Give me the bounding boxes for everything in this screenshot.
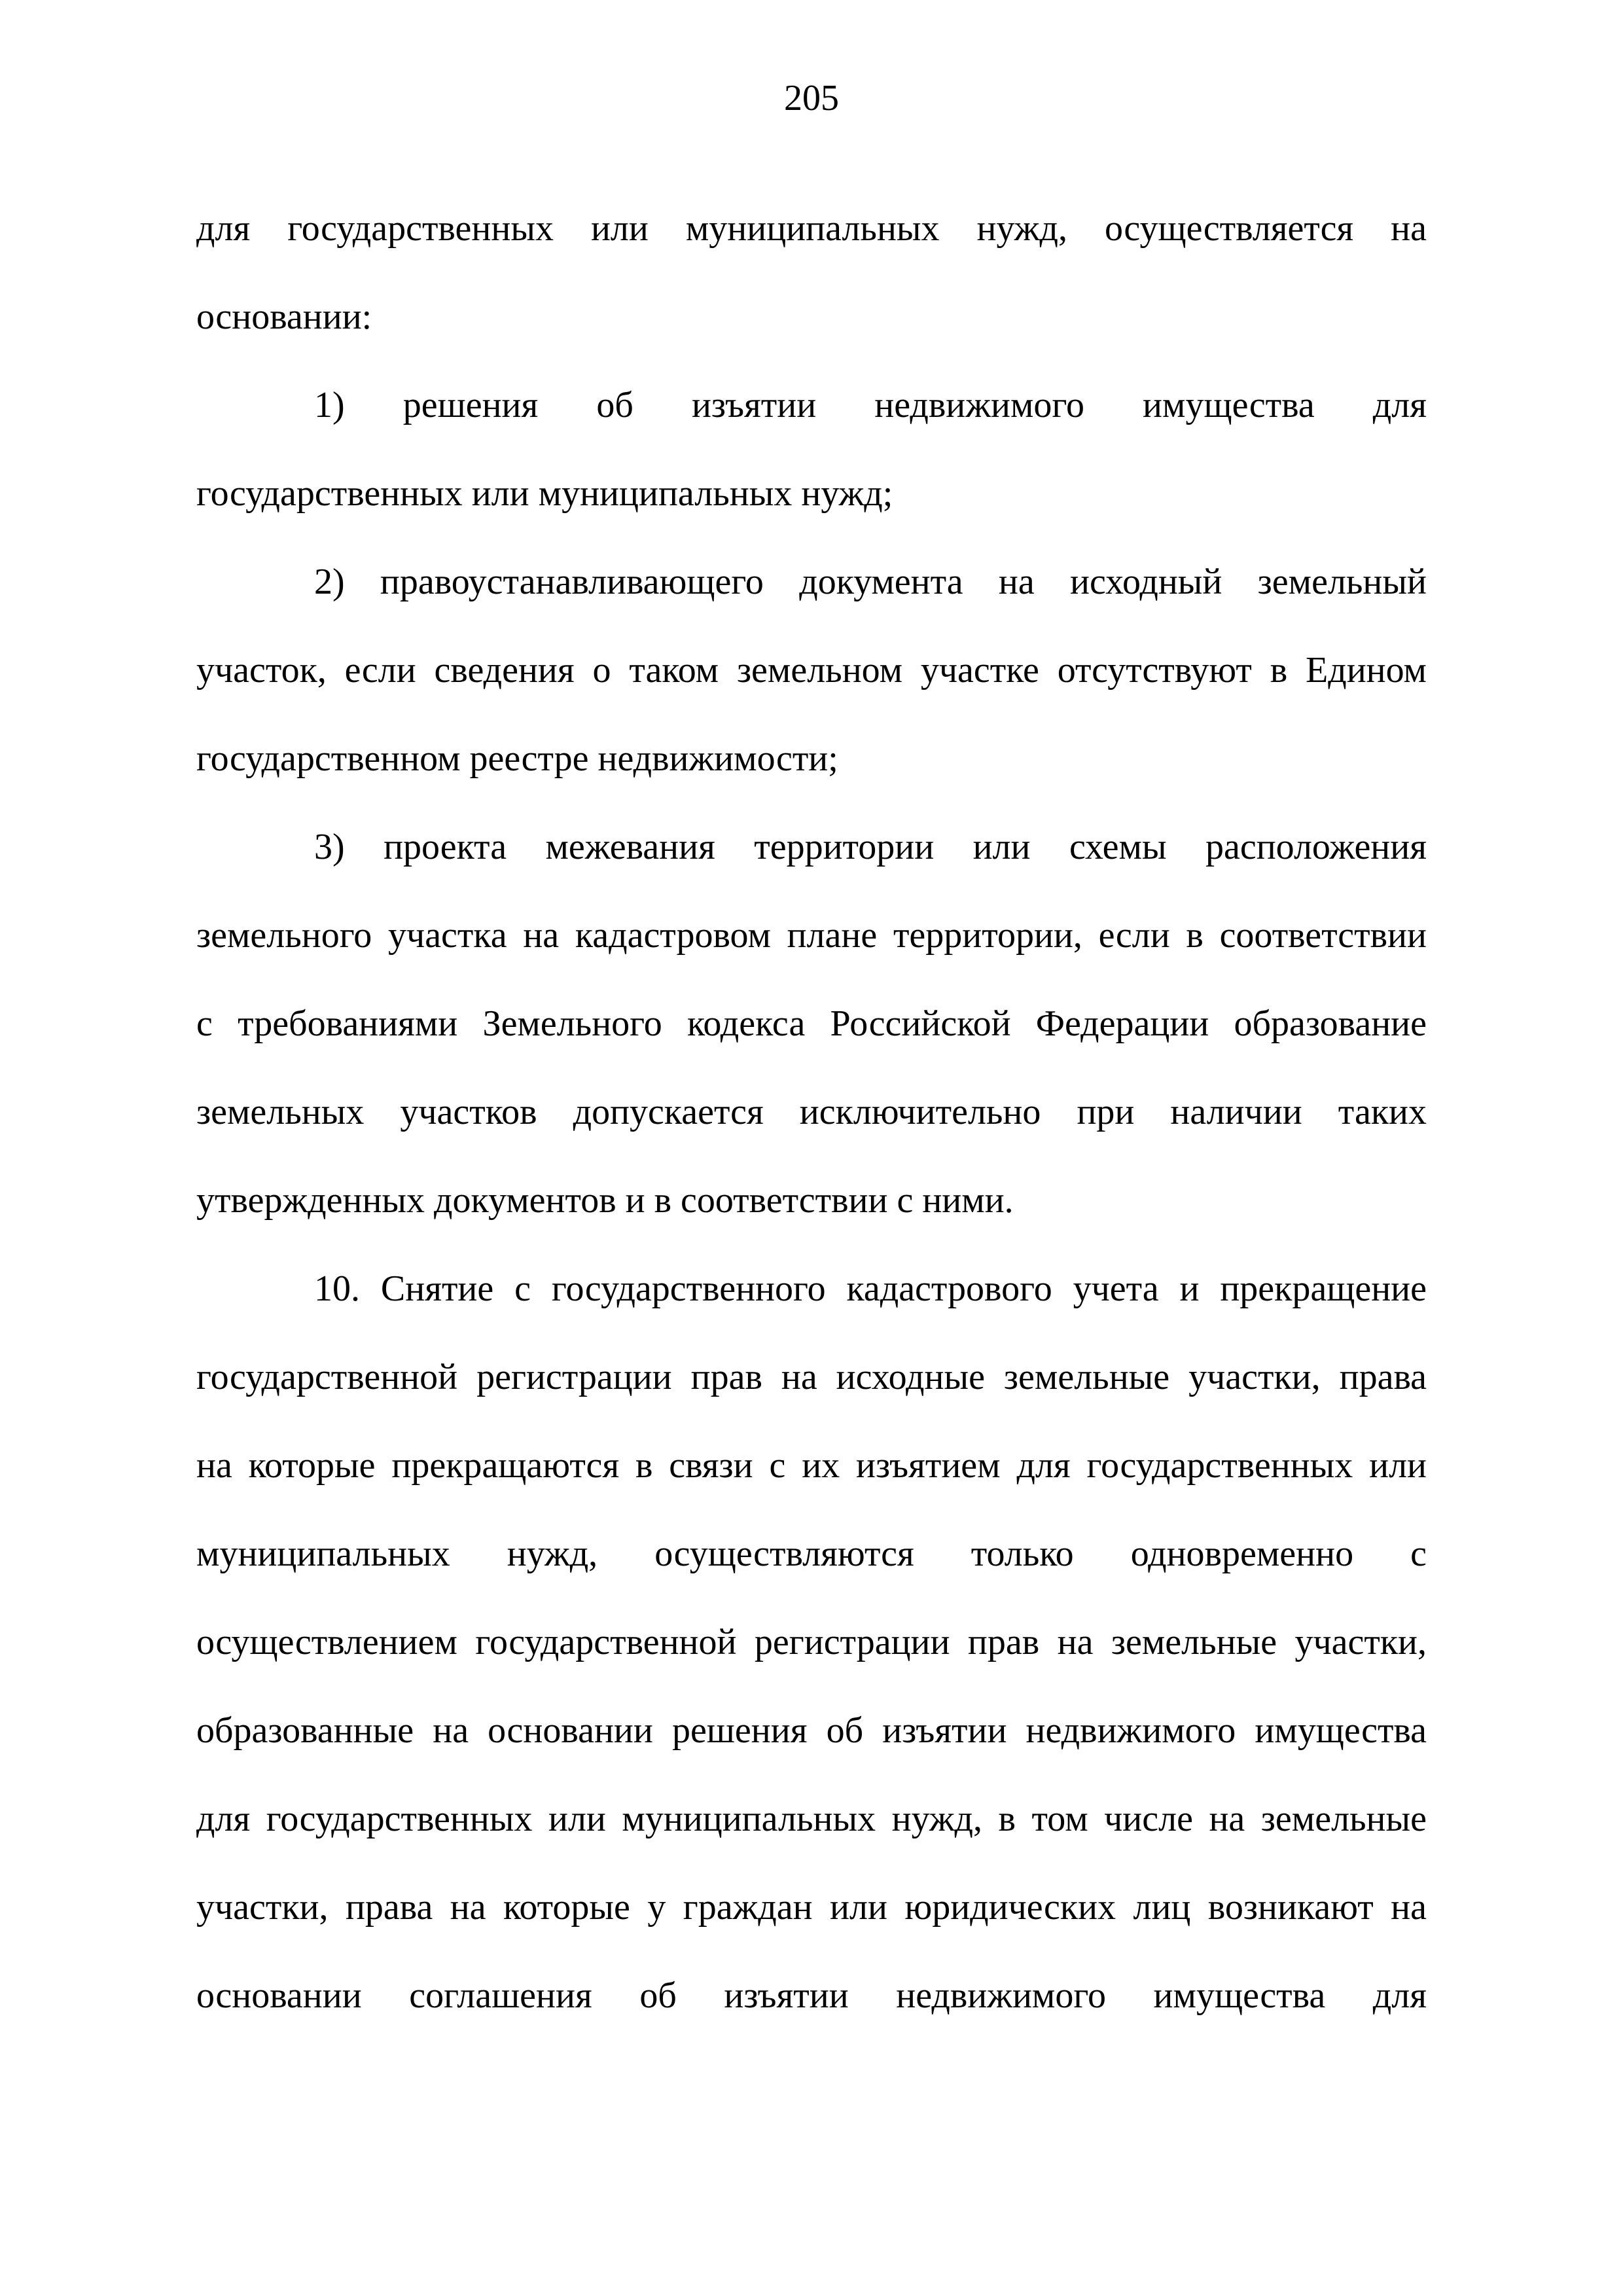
text-line: участок, если сведения о таком земельном участке отсутствуют в Едином [196, 650, 1427, 691]
text-line: основании: [196, 296, 372, 337]
text-line: государственной регистрации прав на исходные земельные участки, права [196, 1357, 1427, 1397]
text-line: образованные на основании решения об изъятии недвижимого имущества [196, 1710, 1427, 1751]
text-line: 3) проекта межевания территории или схемы расположения [314, 827, 1427, 867]
text-line: участки, права на которые у граждан или юридических лиц возникают на [196, 1887, 1427, 1928]
text-line: государственном реестре недвижимости; [196, 738, 838, 779]
text-line: 1) решения об изъятии недвижимого имущества для [314, 385, 1427, 425]
document-body [196, 185, 1427, 2040]
text-line: на которые прекращаются в связи с их изъятием для государственных или [196, 1445, 1427, 1486]
text-line: земельного участка на кадастровом плане территории, если в соответствии [196, 915, 1427, 956]
text-line: муниципальных нужд, осуществляются только одновременно с [196, 1534, 1427, 1574]
text-line: земельных участков допускается исключительно при наличии таких [196, 1092, 1427, 1132]
text-line: 2) правоустанавливающего документа на исходный земельный [314, 562, 1427, 602]
text-line: для государственных или муниципальных нужд, в том числе на земельные [196, 1799, 1427, 1839]
text-line: с требованиями Земельного кодекса Российской Федерации образование [196, 1003, 1427, 1044]
text-line: государственных или муниципальных нужд; [196, 473, 893, 514]
text-line: основании соглашения об изъятии недвижимого имущества для [196, 1975, 1427, 2016]
text-line: осуществлением государственной регистрации прав на земельные участки, [196, 1622, 1427, 1662]
text-line: для государственных или муниципальных нужд, осуществляется на [196, 208, 1427, 249]
page-number: 205 [784, 78, 839, 118]
text-line: утвержденных документов и в соответствии с ними. [196, 1180, 1014, 1221]
text-line: 10. Снятие с государственного кадастрового учета и прекращение [314, 1268, 1427, 1309]
